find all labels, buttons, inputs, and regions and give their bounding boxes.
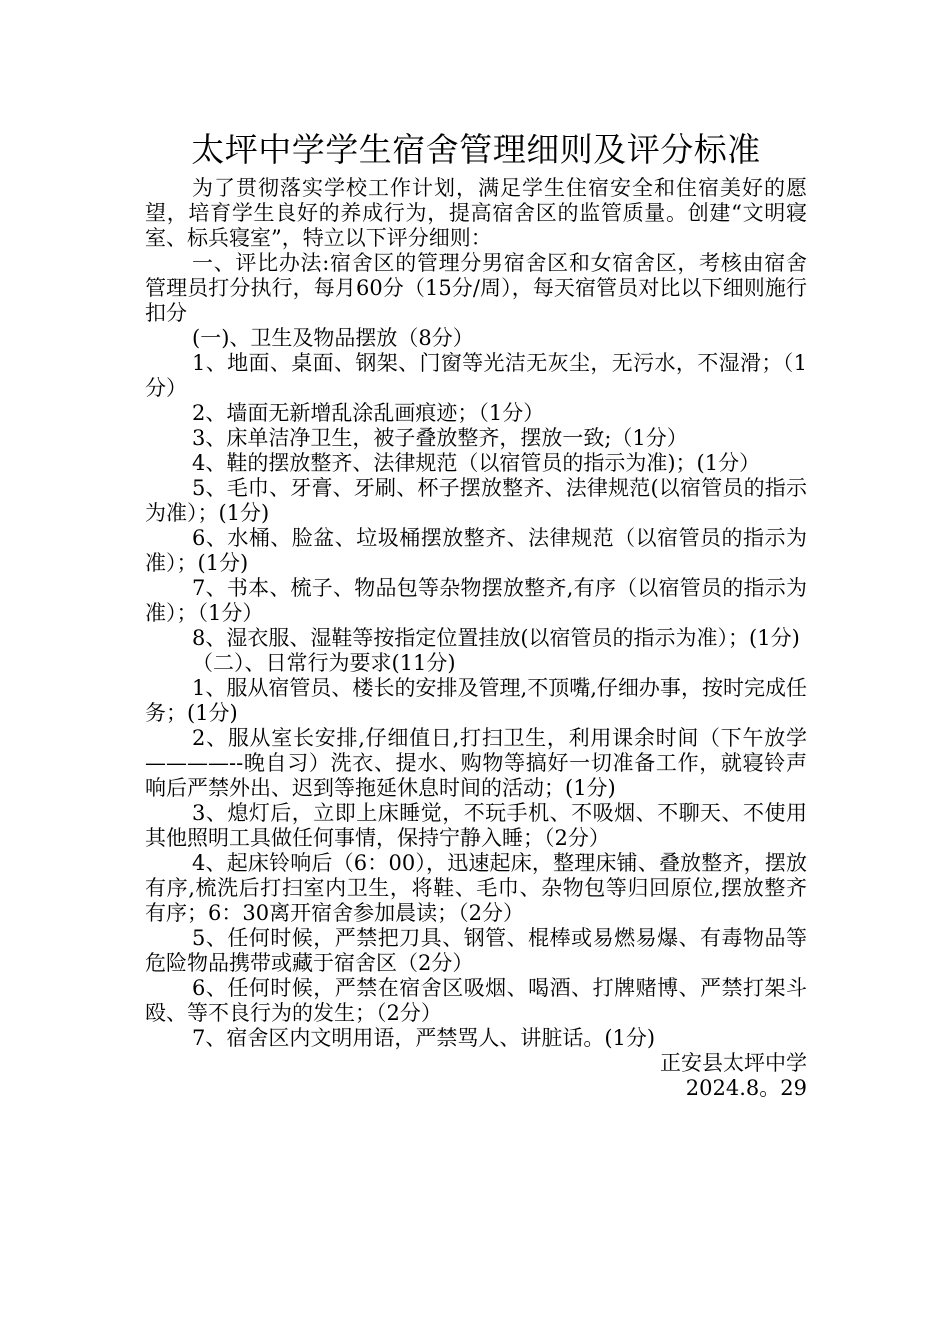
rule-item: 4、鞋的摆放整齐、法律规范（以宿管员的指示为准)；(1分）	[192, 451, 761, 475]
rule-item: 5、毛巾、牙膏、牙刷、杯子摆放整齐、法律规范(以宿管员的指示为准）；(1分)	[145, 476, 807, 525]
intro-paragraph: 为了贯彻落实学校工作计划，满足学生住宿安全和住宿美好的愿望，培育学生良好的养成行为，提高宿舍区的监管质量。创建“文明寝室、标兵寝室”，特立以下评分细则：	[145, 176, 807, 250]
rule-item: 6、水桶、脸盆、垃圾桶摆放整齐、法律规范（以宿管员的指示为准）；(1分)	[145, 526, 807, 575]
rule-item: 3、熄灯后，立即上床睡觉，不玩手机、不吸烟、不聊天、不使用其他照明工具做任何事情，保持宁静入睡；（2分）	[145, 801, 807, 850]
rule-item: 1、地面、桌面、钢架、门窗等光洁无灰尘，无污水，不湿滑；（1分）	[145, 351, 807, 400]
document-page	[145, 128, 807, 1101]
rule-item: 7、宿舍区内文明用语，严禁骂人、讲脏话。(1分)	[192, 1026, 656, 1050]
rule-item: 6、任何时候，严禁在宿舍区吸烟、喝酒、打牌赌博、严禁打架斗殴、等不良行为的发生；（2分）	[145, 976, 807, 1025]
method-paragraph: 一、评比办法:宿舍区的管理分男宿舍区和女宿舍区，考核由宿舍管理员打分执行，每月60分（15分/周），每天宿管员对比以下细则施行扣分	[145, 251, 807, 325]
rule-item: 8、湿衣服、湿鞋等按指定位置挂放(以宿管员的指示为准）；(1分)	[192, 626, 800, 650]
section-heading-hygiene: (一)、卫生及物品摆放（8分）	[192, 326, 474, 350]
section-heading-behavior: （二）、日常行为要求(11分)	[192, 651, 456, 675]
rule-item: 1、服从宿管员、楼长的安排及管理,不顶嘴,仔细办事，按时完成任务；(1分)	[145, 676, 807, 725]
rule-item: 4、起床铃响后（6：00），迅速起床，整理床铺、叠放整齐，摆放有序,梳洗后打扫室内卫生，将鞋、毛巾、杂物包等归回原位,摆放整齐有序；6：30离开宿舍参加晨读；（2分）	[145, 851, 807, 925]
document-title: 太坪中学学生宿舍管理细则及评分标准	[191, 130, 761, 169]
rule-item: 7、书本、梳子、物品包等杂物摆放整齐,有序（以宿管员的指示为准）；（1分）	[145, 576, 807, 625]
signature-org: 正安县太坪中学	[660, 1051, 807, 1075]
rule-item: 3、床单洁净卫生，被子叠放整齐，摆放一致;（1分）	[192, 426, 688, 450]
rule-item: 5、任何时候，严禁把刀具、钢管、棍棒或易燃易爆、有毒物品等危险物品携带或藏于宿舍区（2分）	[145, 926, 807, 975]
document-body	[145, 176, 807, 1051]
rule-item: 2、墙面无新增乱涂乱画痕迹；（1分）	[192, 401, 545, 425]
signature-date: 2024.8。29	[685, 1076, 807, 1100]
rule-item: 2、服从室长安排,仔细值日,打扫卫生，利用课余时间（下午放学————--晚自习）洗衣、提水、购物等搞好一切准备工作，就寝铃声响后严禁外出、迟到等拖延休息时间的活动；(1分)	[145, 726, 807, 800]
